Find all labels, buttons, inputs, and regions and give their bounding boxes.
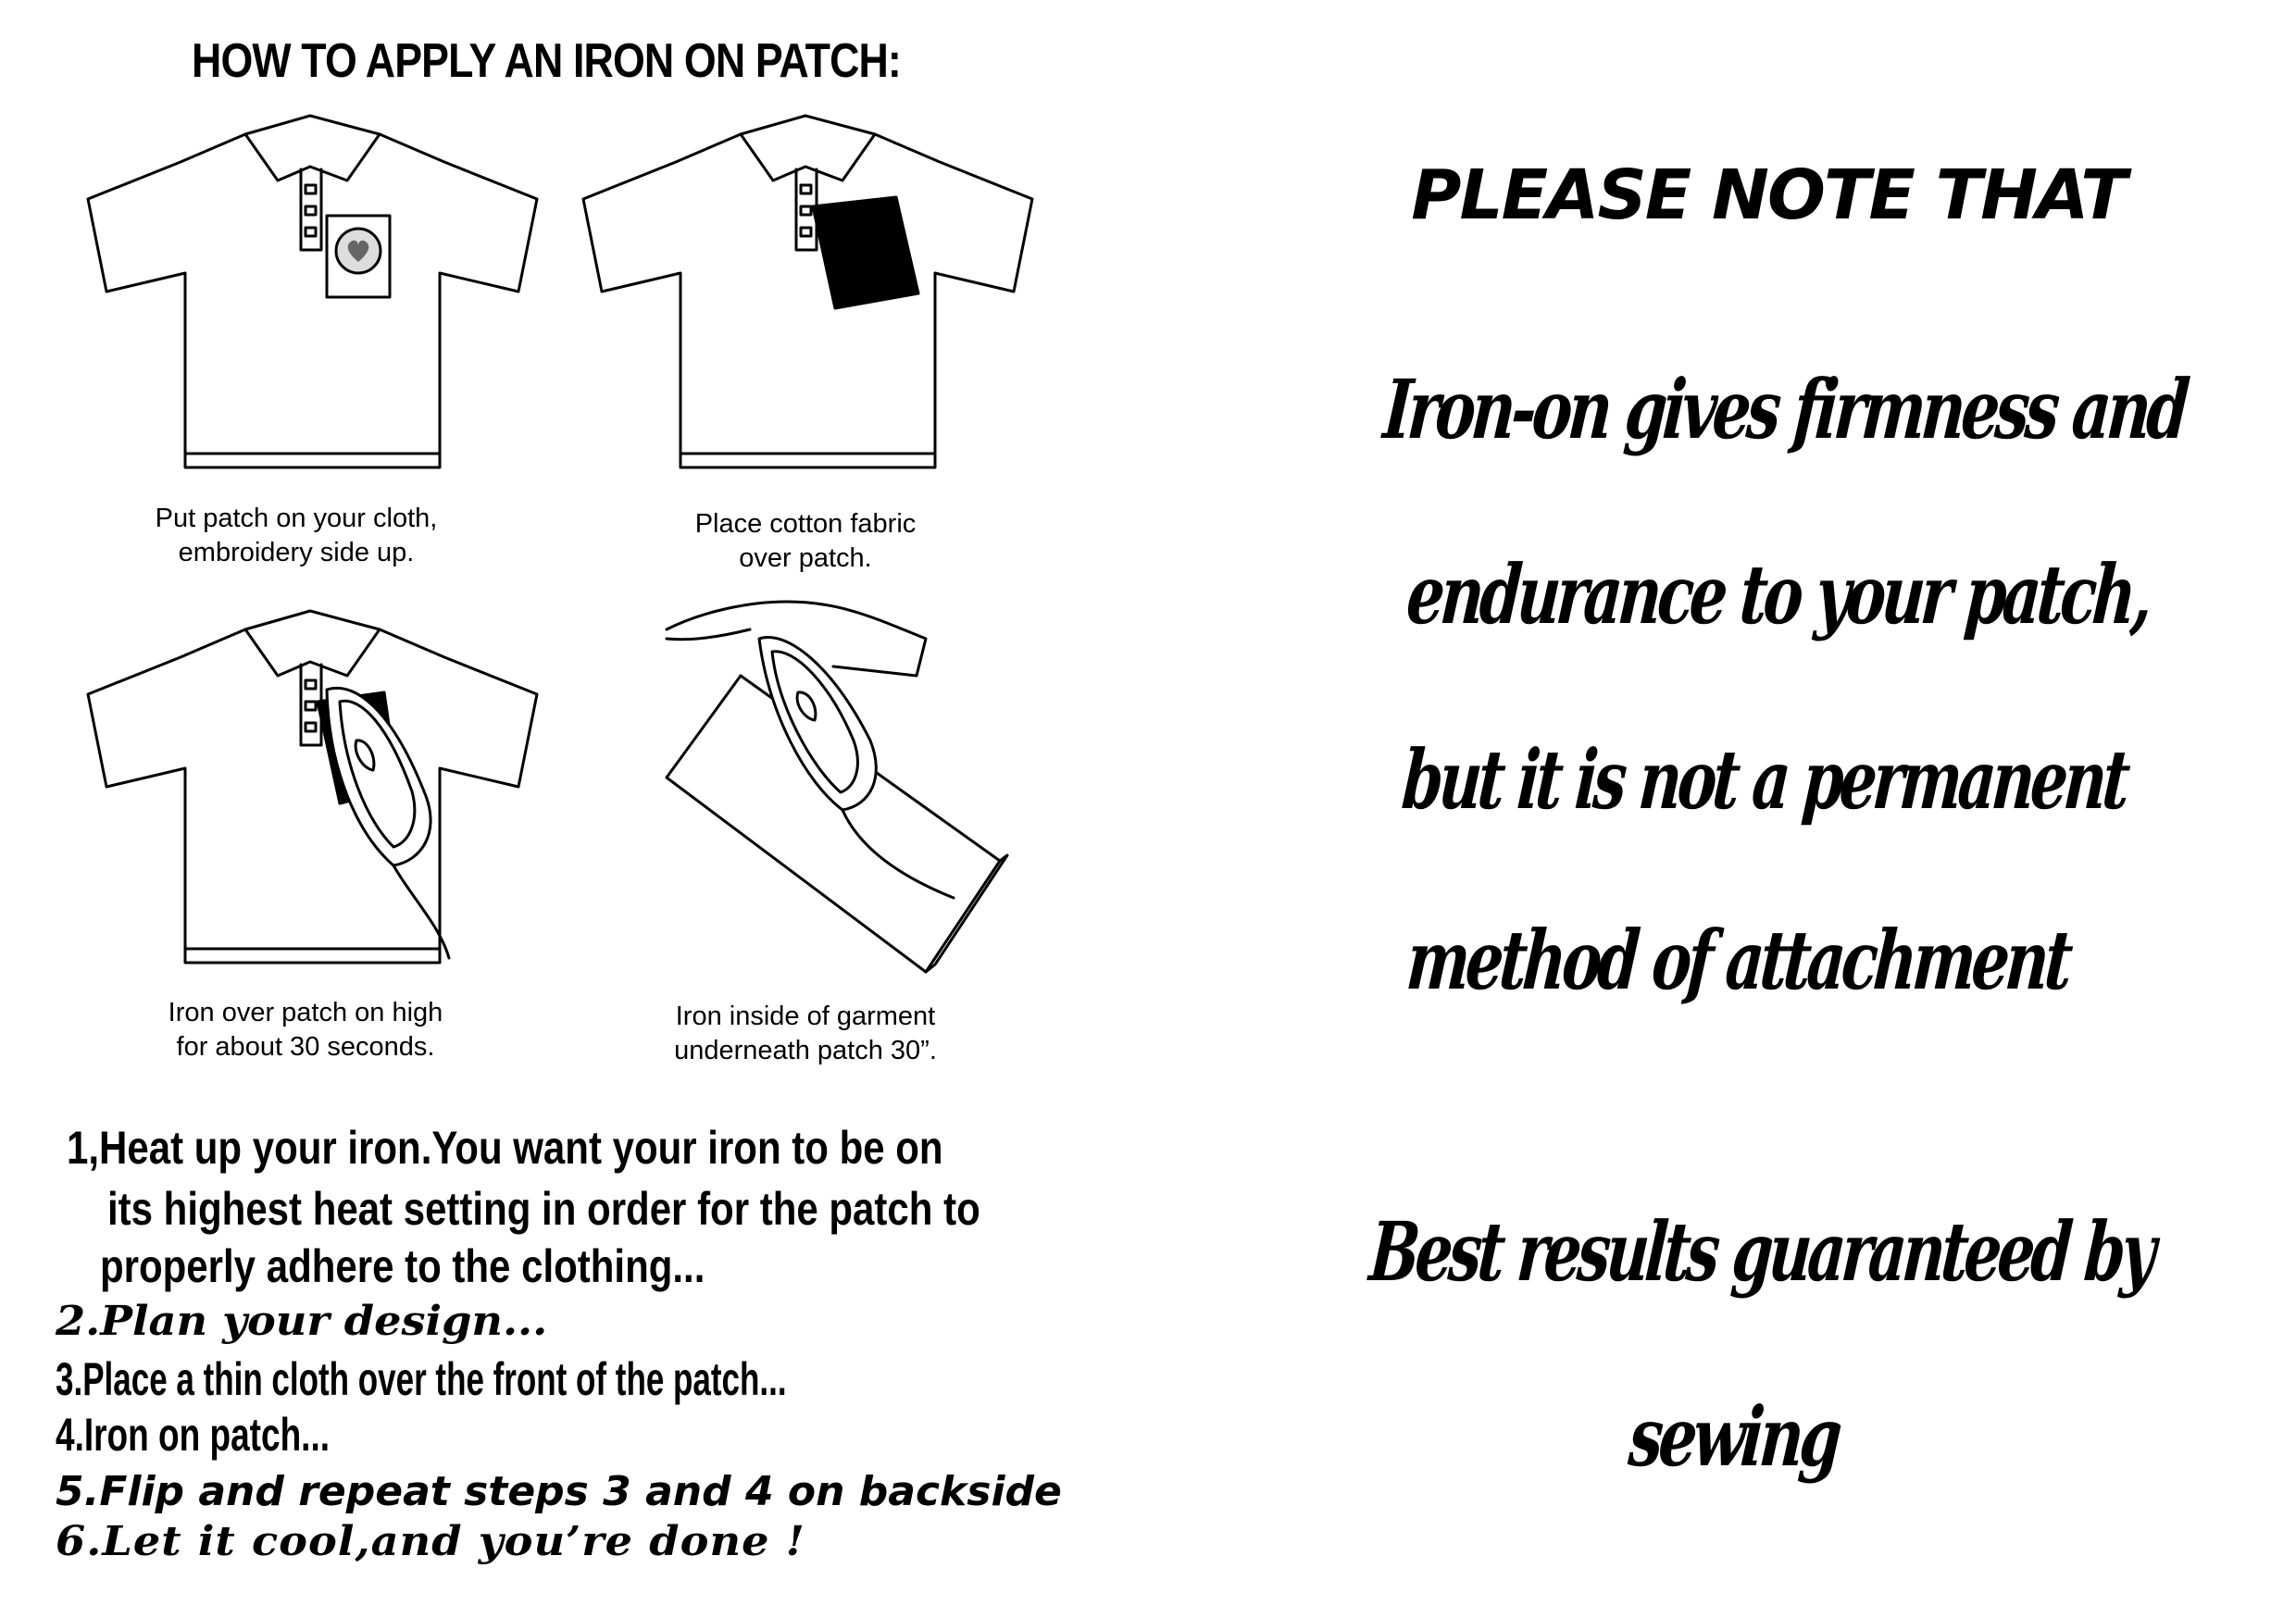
panel-caption-1: Put patch on your cloth, embroidery side up. bbox=[155, 504, 438, 567]
note-line-4: method of attachment bbox=[1404, 912, 2073, 1008]
note-heading: PLEASE NOTE THAT bbox=[1411, 156, 2126, 235]
panel-caption-3: Iron over patch on high for about 30 seconds. bbox=[168, 998, 443, 1062]
step-6: 6.Let it cool,and you’re done ! bbox=[56, 1518, 805, 1565]
step-2: 2.Plan your design... bbox=[56, 1298, 548, 1345]
note-line-2: endurance to your patch, bbox=[1404, 546, 2152, 642]
step-5: 5.Flip and repeat steps 3 and 4 on backside bbox=[56, 1468, 1062, 1515]
instructions-title: HOW TO APPLY AN IRON ON PATCH: bbox=[192, 34, 901, 88]
note-line-1: Iron-on gives firmness and bbox=[1379, 361, 2190, 457]
note-line-3: but it is not a permanent bbox=[1399, 731, 2130, 828]
illustration-ironing-inside bbox=[648, 583, 1111, 990]
illustration-ironing-front bbox=[79, 592, 542, 1000]
illustration-shirt-with-patch bbox=[79, 97, 542, 504]
step-1-line-3: properly adhere to the clothing... bbox=[100, 1240, 705, 1292]
step-1-line-1: 1,Heat up your iron.You want your iron to be on bbox=[67, 1122, 943, 1174]
note-line-6: sewing bbox=[1625, 1388, 1842, 1485]
panel-caption-2: Place cotton fabric over patch. bbox=[694, 509, 917, 573]
illustration-shirt-with-cloth bbox=[574, 97, 1037, 504]
step-1-line-2: its highest heat setting in order for the patch to bbox=[107, 1183, 980, 1235]
panel-caption-4: Iron inside of garment underneath patch 30”. bbox=[674, 1002, 937, 1065]
step-3: 3.Place a thin cloth over the front of the patch... bbox=[56, 1353, 787, 1405]
note-line-5: Best results guaranteed by bbox=[1366, 1203, 2156, 1300]
step-4: 4.Iron on patch... bbox=[56, 1409, 331, 1461]
